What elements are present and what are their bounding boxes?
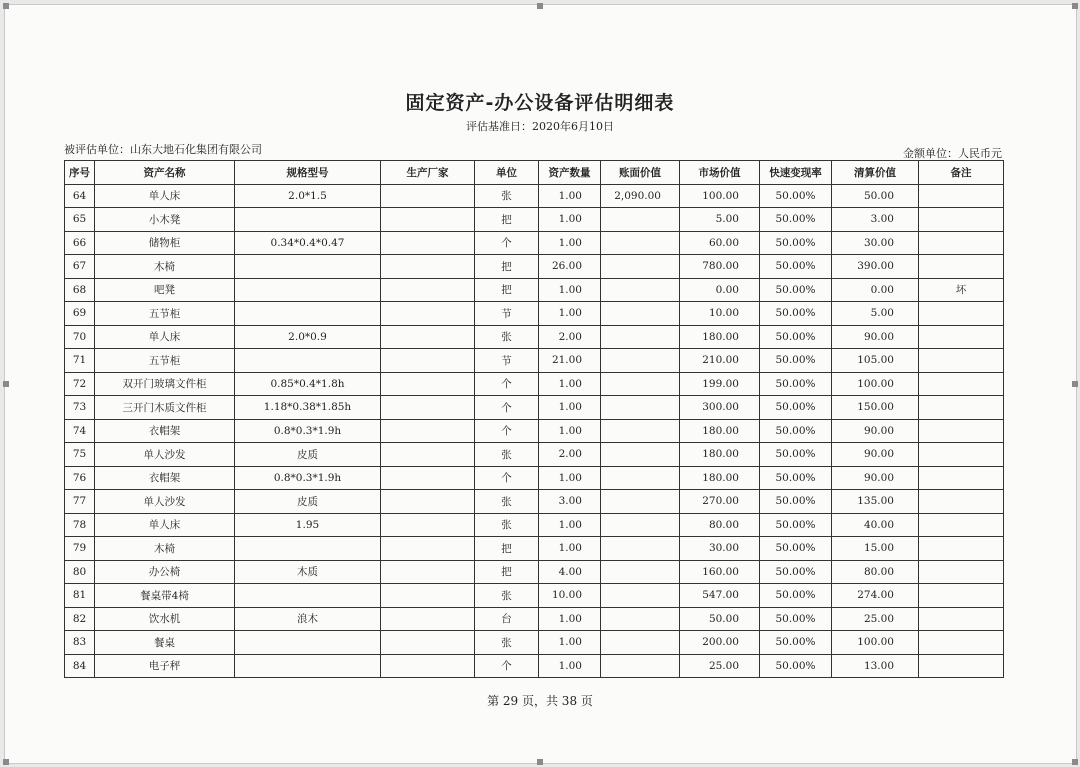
cell-no: 69 xyxy=(65,302,95,326)
cell-maker xyxy=(381,466,475,490)
cell-note xyxy=(919,654,1004,678)
cell-spec: 0.85*0.4*1.8h xyxy=(235,372,381,396)
cell-qty: 1.00 xyxy=(539,607,601,631)
cell-book xyxy=(601,255,680,279)
cell-spec: 0.8*0.3*1.9h xyxy=(235,466,381,490)
cell-maker xyxy=(381,419,475,443)
header-cell: 账面价值 xyxy=(601,161,680,185)
cell-name: 小木凳 xyxy=(95,208,235,232)
cell-spec xyxy=(235,208,381,232)
cell-book xyxy=(601,396,680,420)
cell-spec: 2.0*1.5 xyxy=(235,184,381,208)
cell-note xyxy=(919,302,1004,326)
cell-spec xyxy=(235,302,381,326)
cell-maker xyxy=(381,278,475,302)
cell-market: 50.00 xyxy=(680,607,760,631)
cell-liq: 274.00 xyxy=(832,584,919,608)
cell-market: 0.00 xyxy=(680,278,760,302)
cell-name: 电子秤 xyxy=(95,654,235,678)
cell-note xyxy=(919,513,1004,537)
cell-book xyxy=(601,466,680,490)
cell-rate: 50.00% xyxy=(760,560,832,584)
cell-spec: 木质 xyxy=(235,560,381,584)
cell-qty: 1.00 xyxy=(539,302,601,326)
cell-qty: 1.00 xyxy=(539,208,601,232)
table-row xyxy=(65,631,1004,655)
header-cell: 序号 xyxy=(65,161,95,185)
table-row xyxy=(65,184,1004,208)
cell-unit: 节 xyxy=(475,349,539,373)
table-header-row xyxy=(65,161,1004,185)
cell-no: 78 xyxy=(65,513,95,537)
cell-no: 76 xyxy=(65,466,95,490)
cell-liq: 13.00 xyxy=(832,654,919,678)
cell-market: 30.00 xyxy=(680,537,760,561)
cell-spec xyxy=(235,278,381,302)
cell-note xyxy=(919,325,1004,349)
table-row xyxy=(65,443,1004,467)
scan-marker-mid-left xyxy=(3,381,9,387)
cell-note xyxy=(919,584,1004,608)
cell-rate: 50.00% xyxy=(760,419,832,443)
cell-rate: 50.00% xyxy=(760,537,832,561)
cell-market: 180.00 xyxy=(680,466,760,490)
cell-unit: 把 xyxy=(475,560,539,584)
cell-unit: 个 xyxy=(475,372,539,396)
cell-liq: 5.00 xyxy=(832,302,919,326)
cell-market: 180.00 xyxy=(680,443,760,467)
cell-market: 547.00 xyxy=(680,584,760,608)
cell-maker xyxy=(381,231,475,255)
cell-note xyxy=(919,607,1004,631)
scan-marker-mid-right xyxy=(1072,381,1078,387)
cell-no: 75 xyxy=(65,443,95,467)
cell-book xyxy=(601,631,680,655)
cell-market: 80.00 xyxy=(680,513,760,537)
cell-maker xyxy=(381,631,475,655)
cell-market: 5.00 xyxy=(680,208,760,232)
cell-name: 双开门玻璃文件柜 xyxy=(95,372,235,396)
cell-maker xyxy=(381,302,475,326)
cell-book xyxy=(601,584,680,608)
cell-spec: 1.18*0.38*1.85h xyxy=(235,396,381,420)
cell-name: 衣帽架 xyxy=(95,466,235,490)
cell-book xyxy=(601,419,680,443)
cell-market: 10.00 xyxy=(680,302,760,326)
cell-maker xyxy=(381,372,475,396)
cell-book xyxy=(601,654,680,678)
cell-liq: 90.00 xyxy=(832,419,919,443)
table-row xyxy=(65,302,1004,326)
cell-rate: 50.00% xyxy=(760,443,832,467)
cell-rate: 50.00% xyxy=(760,466,832,490)
cell-book xyxy=(601,325,680,349)
table-row xyxy=(65,537,1004,561)
cell-book xyxy=(601,490,680,514)
cell-liq: 100.00 xyxy=(832,631,919,655)
cell-qty: 1.00 xyxy=(539,396,601,420)
cell-unit: 张 xyxy=(475,513,539,537)
cell-name: 办公椅 xyxy=(95,560,235,584)
scan-marker-top-left xyxy=(3,3,9,9)
currency-unit: 金额单位：人民币元 xyxy=(903,147,1002,160)
cell-name: 单人床 xyxy=(95,184,235,208)
cell-name: 五节柜 xyxy=(95,302,235,326)
table-row xyxy=(65,325,1004,349)
cell-spec xyxy=(235,631,381,655)
cell-market: 160.00 xyxy=(680,560,760,584)
cell-note xyxy=(919,396,1004,420)
cell-name: 吧凳 xyxy=(95,278,235,302)
cell-maker xyxy=(381,490,475,514)
cell-rate: 50.00% xyxy=(760,513,832,537)
cell-market: 780.00 xyxy=(680,255,760,279)
cell-book xyxy=(601,443,680,467)
cell-no: 73 xyxy=(65,396,95,420)
cell-market: 25.00 xyxy=(680,654,760,678)
cell-note xyxy=(919,231,1004,255)
cell-spec xyxy=(235,255,381,279)
cell-market: 180.00 xyxy=(680,325,760,349)
cell-note xyxy=(919,443,1004,467)
cell-book xyxy=(601,278,680,302)
cell-rate: 50.00% xyxy=(760,631,832,655)
cell-spec: 皮质 xyxy=(235,443,381,467)
cell-qty: 4.00 xyxy=(539,560,601,584)
cell-liq: 40.00 xyxy=(832,513,919,537)
cell-unit: 张 xyxy=(475,443,539,467)
table-row xyxy=(65,396,1004,420)
cell-rate: 50.00% xyxy=(760,349,832,373)
cell-market: 270.00 xyxy=(680,490,760,514)
cell-rate: 50.00% xyxy=(760,372,832,396)
cell-maker xyxy=(381,184,475,208)
cell-note xyxy=(919,560,1004,584)
cell-book xyxy=(601,372,680,396)
cell-note xyxy=(919,466,1004,490)
cell-no: 72 xyxy=(65,372,95,396)
cell-rate: 50.00% xyxy=(760,490,832,514)
cell-name: 餐桌带4椅 xyxy=(95,584,235,608)
cell-book xyxy=(601,607,680,631)
cell-market: 100.00 xyxy=(680,184,760,208)
cell-no: 68 xyxy=(65,278,95,302)
cell-unit: 张 xyxy=(475,490,539,514)
cell-liq: 80.00 xyxy=(832,560,919,584)
cell-liq: 0.00 xyxy=(832,278,919,302)
cell-spec xyxy=(235,349,381,373)
cell-qty: 3.00 xyxy=(539,490,601,514)
cell-maker xyxy=(381,349,475,373)
cell-note xyxy=(919,631,1004,655)
cell-qty: 2.00 xyxy=(539,443,601,467)
cell-name: 衣帽架 xyxy=(95,419,235,443)
header-cell: 资产数量 xyxy=(539,161,601,185)
cell-rate: 50.00% xyxy=(760,325,832,349)
cell-note xyxy=(919,490,1004,514)
cell-maker xyxy=(381,584,475,608)
cell-unit: 个 xyxy=(475,231,539,255)
cell-rate: 50.00% xyxy=(760,231,832,255)
cell-spec: 0.34*0.4*0.47 xyxy=(235,231,381,255)
evaluated-entity: 被评估单位：山东大地石化集团有限公司 xyxy=(64,143,262,156)
cell-qty: 1.00 xyxy=(539,372,601,396)
cell-rate: 50.00% xyxy=(760,255,832,279)
cell-liq: 390.00 xyxy=(832,255,919,279)
cell-note xyxy=(919,537,1004,561)
cell-no: 70 xyxy=(65,325,95,349)
table-row xyxy=(65,466,1004,490)
cell-qty: 1.00 xyxy=(539,631,601,655)
cell-note xyxy=(919,419,1004,443)
cell-unit: 把 xyxy=(475,255,539,279)
cell-no: 81 xyxy=(65,584,95,608)
cell-unit: 张 xyxy=(475,584,539,608)
cell-spec: 1.95 xyxy=(235,513,381,537)
cell-liq: 100.00 xyxy=(832,372,919,396)
cell-name: 单人沙发 xyxy=(95,443,235,467)
table-row xyxy=(65,255,1004,279)
cell-qty: 21.00 xyxy=(539,349,601,373)
header-cell: 市场价值 xyxy=(680,161,760,185)
cell-name: 餐桌 xyxy=(95,631,235,655)
cell-liq: 90.00 xyxy=(832,443,919,467)
cell-qty: 1.00 xyxy=(539,419,601,443)
cell-maker xyxy=(381,607,475,631)
cell-qty: 1.00 xyxy=(539,231,601,255)
cell-spec xyxy=(235,537,381,561)
table-row xyxy=(65,349,1004,373)
asset-table xyxy=(64,160,1004,678)
cell-qty: 1.00 xyxy=(539,537,601,561)
cell-note xyxy=(919,208,1004,232)
cell-market: 199.00 xyxy=(680,372,760,396)
cell-name: 储物柜 xyxy=(95,231,235,255)
cell-no: 77 xyxy=(65,490,95,514)
cell-maker xyxy=(381,208,475,232)
table-row xyxy=(65,231,1004,255)
table-row xyxy=(65,513,1004,537)
cell-name: 单人床 xyxy=(95,325,235,349)
table-row xyxy=(65,278,1004,302)
cell-qty: 1.00 xyxy=(539,513,601,537)
table-row xyxy=(65,208,1004,232)
cell-maker xyxy=(381,255,475,279)
header-cell: 快速变现率 xyxy=(760,161,832,185)
cell-liq: 150.00 xyxy=(832,396,919,420)
cell-spec xyxy=(235,654,381,678)
cell-market: 300.00 xyxy=(680,396,760,420)
cell-name: 木椅 xyxy=(95,255,235,279)
cell-name: 饮水机 xyxy=(95,607,235,631)
cell-market: 210.00 xyxy=(680,349,760,373)
cell-unit: 张 xyxy=(475,631,539,655)
cell-note xyxy=(919,184,1004,208)
cell-maker xyxy=(381,537,475,561)
base-date: 评估基准日：2020年6月10日 xyxy=(466,120,614,133)
table-row xyxy=(65,372,1004,396)
cell-liq: 105.00 xyxy=(832,349,919,373)
cell-unit: 个 xyxy=(475,419,539,443)
cell-no: 79 xyxy=(65,537,95,561)
cell-rate: 50.00% xyxy=(760,184,832,208)
cell-liq: 90.00 xyxy=(832,325,919,349)
cell-rate: 50.00% xyxy=(760,607,832,631)
cell-no: 84 xyxy=(65,654,95,678)
cell-note xyxy=(919,349,1004,373)
cell-spec: 皮质 xyxy=(235,490,381,514)
cell-name: 三开门木质文件柜 xyxy=(95,396,235,420)
cell-no: 71 xyxy=(65,349,95,373)
table-row xyxy=(65,607,1004,631)
cell-maker xyxy=(381,560,475,584)
cell-unit: 把 xyxy=(475,208,539,232)
cell-qty: 10.00 xyxy=(539,584,601,608)
cell-unit: 台 xyxy=(475,607,539,631)
cell-rate: 50.00% xyxy=(760,396,832,420)
cell-no: 80 xyxy=(65,560,95,584)
cell-qty: 26.00 xyxy=(539,255,601,279)
header-cell: 资产名称 xyxy=(95,161,235,185)
table-row xyxy=(65,490,1004,514)
cell-qty: 1.00 xyxy=(539,466,601,490)
header-cell: 规格型号 xyxy=(235,161,381,185)
cell-book xyxy=(601,208,680,232)
scan-marker-top-right xyxy=(1072,3,1078,9)
cell-maker xyxy=(381,396,475,420)
cell-liq: 90.00 xyxy=(832,466,919,490)
cell-rate: 50.00% xyxy=(760,302,832,326)
cell-note: 坏 xyxy=(919,278,1004,302)
cell-liq: 25.00 xyxy=(832,607,919,631)
cell-spec: 浪木 xyxy=(235,607,381,631)
scan-marker-top-center xyxy=(537,3,543,9)
cell-rate: 50.00% xyxy=(760,208,832,232)
scan-marker-bottom-right xyxy=(1072,759,1078,765)
cell-maker xyxy=(381,325,475,349)
cell-book xyxy=(601,513,680,537)
cell-no: 67 xyxy=(65,255,95,279)
cell-no: 65 xyxy=(65,208,95,232)
cell-unit: 个 xyxy=(475,396,539,420)
table-row xyxy=(65,560,1004,584)
cell-spec: 0.8*0.3*1.9h xyxy=(235,419,381,443)
cell-qty: 1.00 xyxy=(539,184,601,208)
cell-maker xyxy=(381,654,475,678)
cell-unit: 张 xyxy=(475,325,539,349)
cell-no: 64 xyxy=(65,184,95,208)
cell-qty: 2.00 xyxy=(539,325,601,349)
cell-market: 200.00 xyxy=(680,631,760,655)
cell-book xyxy=(601,302,680,326)
cell-book xyxy=(601,349,680,373)
cell-liq: 30.00 xyxy=(832,231,919,255)
table-row xyxy=(65,584,1004,608)
header-cell: 备注 xyxy=(919,161,1004,185)
cell-market: 180.00 xyxy=(680,419,760,443)
cell-market: 60.00 xyxy=(680,231,760,255)
cell-book: 2,090.00 xyxy=(601,184,680,208)
cell-liq: 3.00 xyxy=(832,208,919,232)
cell-no: 74 xyxy=(65,419,95,443)
cell-maker xyxy=(381,513,475,537)
cell-no: 82 xyxy=(65,607,95,631)
cell-liq: 135.00 xyxy=(832,490,919,514)
cell-name: 单人床 xyxy=(95,513,235,537)
cell-unit: 把 xyxy=(475,278,539,302)
cell-unit: 个 xyxy=(475,654,539,678)
cell-rate: 50.00% xyxy=(760,278,832,302)
table-row xyxy=(65,419,1004,443)
cell-spec: 2.0*0.9 xyxy=(235,325,381,349)
cell-unit: 把 xyxy=(475,537,539,561)
scan-marker-bottom-center xyxy=(537,759,543,765)
cell-rate: 50.00% xyxy=(760,654,832,678)
cell-book xyxy=(601,560,680,584)
cell-unit: 张 xyxy=(475,184,539,208)
cell-name: 五节柜 xyxy=(95,349,235,373)
cell-qty: 1.00 xyxy=(539,278,601,302)
header-cell: 清算价值 xyxy=(832,161,919,185)
header-cell: 生产厂家 xyxy=(381,161,475,185)
cell-note xyxy=(919,255,1004,279)
cell-rate: 50.00% xyxy=(760,584,832,608)
page-number: 第 29 页，共 38 页 xyxy=(487,694,593,708)
cell-note xyxy=(919,372,1004,396)
cell-name: 木椅 xyxy=(95,537,235,561)
cell-no: 83 xyxy=(65,631,95,655)
cell-liq: 50.00 xyxy=(832,184,919,208)
header-cell: 单位 xyxy=(475,161,539,185)
cell-maker xyxy=(381,443,475,467)
cell-book xyxy=(601,231,680,255)
table-row xyxy=(65,654,1004,678)
cell-no: 66 xyxy=(65,231,95,255)
cell-qty: 1.00 xyxy=(539,654,601,678)
cell-liq: 15.00 xyxy=(832,537,919,561)
page-title: 固定资产-办公设备评估明细表 xyxy=(405,92,675,114)
cell-unit: 个 xyxy=(475,466,539,490)
cell-spec xyxy=(235,584,381,608)
cell-name: 单人沙发 xyxy=(95,490,235,514)
cell-unit: 节 xyxy=(475,302,539,326)
cell-book xyxy=(601,537,680,561)
scan-marker-bottom-left xyxy=(3,759,9,765)
